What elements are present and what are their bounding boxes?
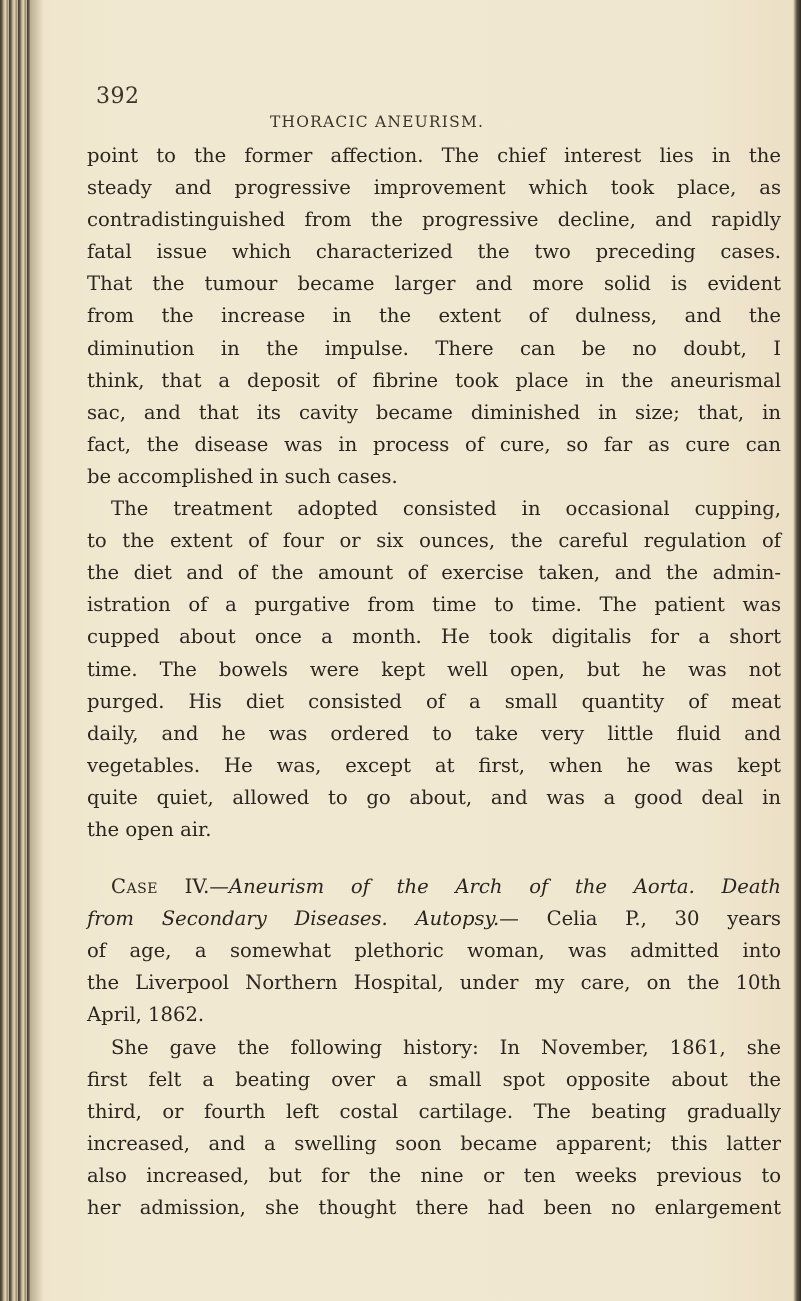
text-line: vegetables. He was, except at first, when he was kept	[87, 753, 781, 777]
case-title: Aneurism of the Arch of the Aorta. Death	[228, 875, 781, 899]
book-binding-edge	[0, 0, 30, 1301]
text-line: cupped about once a month. He took digitalis for a short	[87, 625, 781, 649]
running-head: THORACIC ANEURISM.	[270, 113, 485, 131]
text-line: also increased, but for the nine or ten weeks previous to	[87, 1163, 781, 1187]
case-number: IV.—	[184, 875, 229, 899]
text-line: April, 1862.	[87, 1003, 205, 1027]
case-heading-line-2	[87, 903, 781, 935]
gutter-shadow	[30, 0, 44, 1301]
text-line: increased, and a swelling soon became apparent; this latter	[87, 1131, 781, 1155]
paragraph-4	[87, 1032, 781, 1225]
text-line: from the increase in the extent of dulness, and the	[87, 304, 781, 328]
text-line: third, or fourth left costal cartilage. The beating gradually	[87, 1099, 781, 1123]
text-line: That the tumour became larger and more solid is evident	[87, 272, 781, 296]
text-line: She gave the following history: In November, 1861, she	[111, 1035, 781, 1059]
text-line: purged. His diet consisted of a small quantity of meat	[87, 689, 781, 713]
case-iv-paragraph	[87, 871, 781, 1031]
text-line: her admission, she thought there had been no enlargement	[87, 1196, 781, 1219]
text-line: first felt a beating over a small spot opposite about the	[87, 1067, 781, 1091]
case-label: Case	[111, 875, 158, 899]
case-title-continued: from Secondary Diseases. Autopsy.	[87, 907, 500, 931]
text-line: contradistinguished from the progressive decline, and rapidly	[87, 208, 781, 232]
text-line: time. The bowels were kept well open, but he was not	[87, 657, 781, 681]
page-number: 392	[96, 84, 140, 109]
text-line: daily, and he was ordered to take very little fluid and	[87, 721, 781, 745]
text-line: the open air.	[87, 817, 212, 841]
text-line: think, that a deposit of fibrine took place in the aneurismal	[87, 368, 781, 392]
text-line: the Liverpool Northern Hospital, under my care, on the 10th	[87, 971, 781, 995]
text-line: of age, a somewhat plethoric woman, was admitted into	[87, 939, 781, 963]
text-line: quite quiet, allowed to go about, and was a good deal in	[87, 785, 781, 809]
page-right-edge	[793, 0, 801, 1301]
paragraph-2	[87, 493, 781, 846]
text-line: fatal issue which characterized the two preceding cases.	[87, 240, 781, 264]
text-line: steady and progressive improvement which took place, as	[87, 176, 781, 200]
text-line: The treatment adopted consisted in occasional cupping,	[111, 497, 781, 521]
case-heading-line	[87, 871, 781, 903]
text-line: be accomplished in such cases.	[87, 464, 398, 488]
paragraph-1	[87, 140, 781, 493]
case-patient: — Celia P., 30 years	[499, 907, 781, 931]
text-line: sac, and that its cavity became diminished in size; that, in	[87, 400, 781, 424]
text-line: to the extent of four or six ounces, the careful regulation of	[87, 529, 781, 553]
section-gap	[87, 846, 781, 871]
text-line: diminution in the impulse. There can be no doubt, I	[87, 336, 781, 360]
text-line: istration of a purgative from time to time. The patient was	[87, 593, 781, 617]
text-line: point to the former affection. The chief interest lies in the	[87, 144, 781, 167]
text-line: fact, the disease was in process of cure, so far as cure can	[87, 432, 781, 456]
body-text	[87, 140, 781, 1224]
text-line: the diet and of the amount of exercise taken, and the admin-	[87, 561, 781, 585]
